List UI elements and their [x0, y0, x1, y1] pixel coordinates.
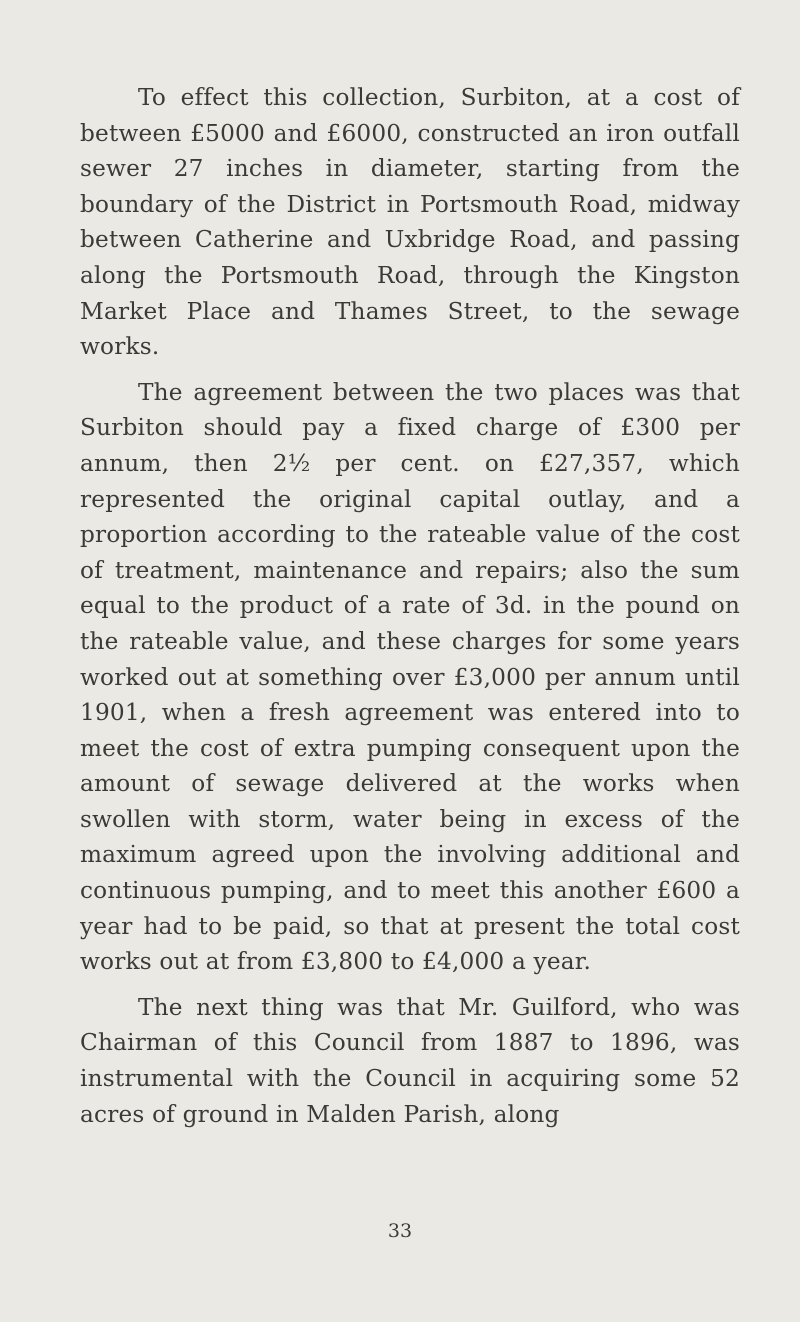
page-number: 33 — [387, 1220, 413, 1242]
paragraph-agreement: The agreement between the two places was that Surbiton should pay a fixed charge of £300 per annum, then 2½ per cent. on £27,357, which represented the original capital outlay, and a proportion according to the rateable value of the cost of treatment, maintenance and repairs; also the sum equal to the product of a rate of 3d. in the pound on the rateable value, and these charges for some years worked out at something over £3,000 per annum until 1901, when a fresh agreement was entered into to meet the cost of extra pumping consequent upon the amount of sewage delivered at the works when swollen with storm, water being in excess of the maximum agreed upon the involving additional and continuous pumping, and to meet this another £600 a year had to be paid, so that at present the total cost works out at from £3,800 to £4,000 a year. — [80, 378, 740, 976]
paragraph-guilford: The next thing was that Mr. Guilford, who was Chairman of this Council from 1887 to 1896, was instrumental with the Council in acquiring some 52 acres of ground in Malden Parish, along — [80, 993, 740, 1128]
page-body — [80, 80, 740, 1142]
paragraph-outfall-sewer: To effect this collection, Surbiton, at a cost of between £5000 and £6000, constructed an iron outfall sewer 27 inches in diameter, starting from the boundary of the District in Portsmouth Road, midway between Catherine and Uxbridge Road, and passing along the Portsmouth Road, through the Kingston Market Place and Thames Street, to the sewage works. — [80, 84, 740, 361]
